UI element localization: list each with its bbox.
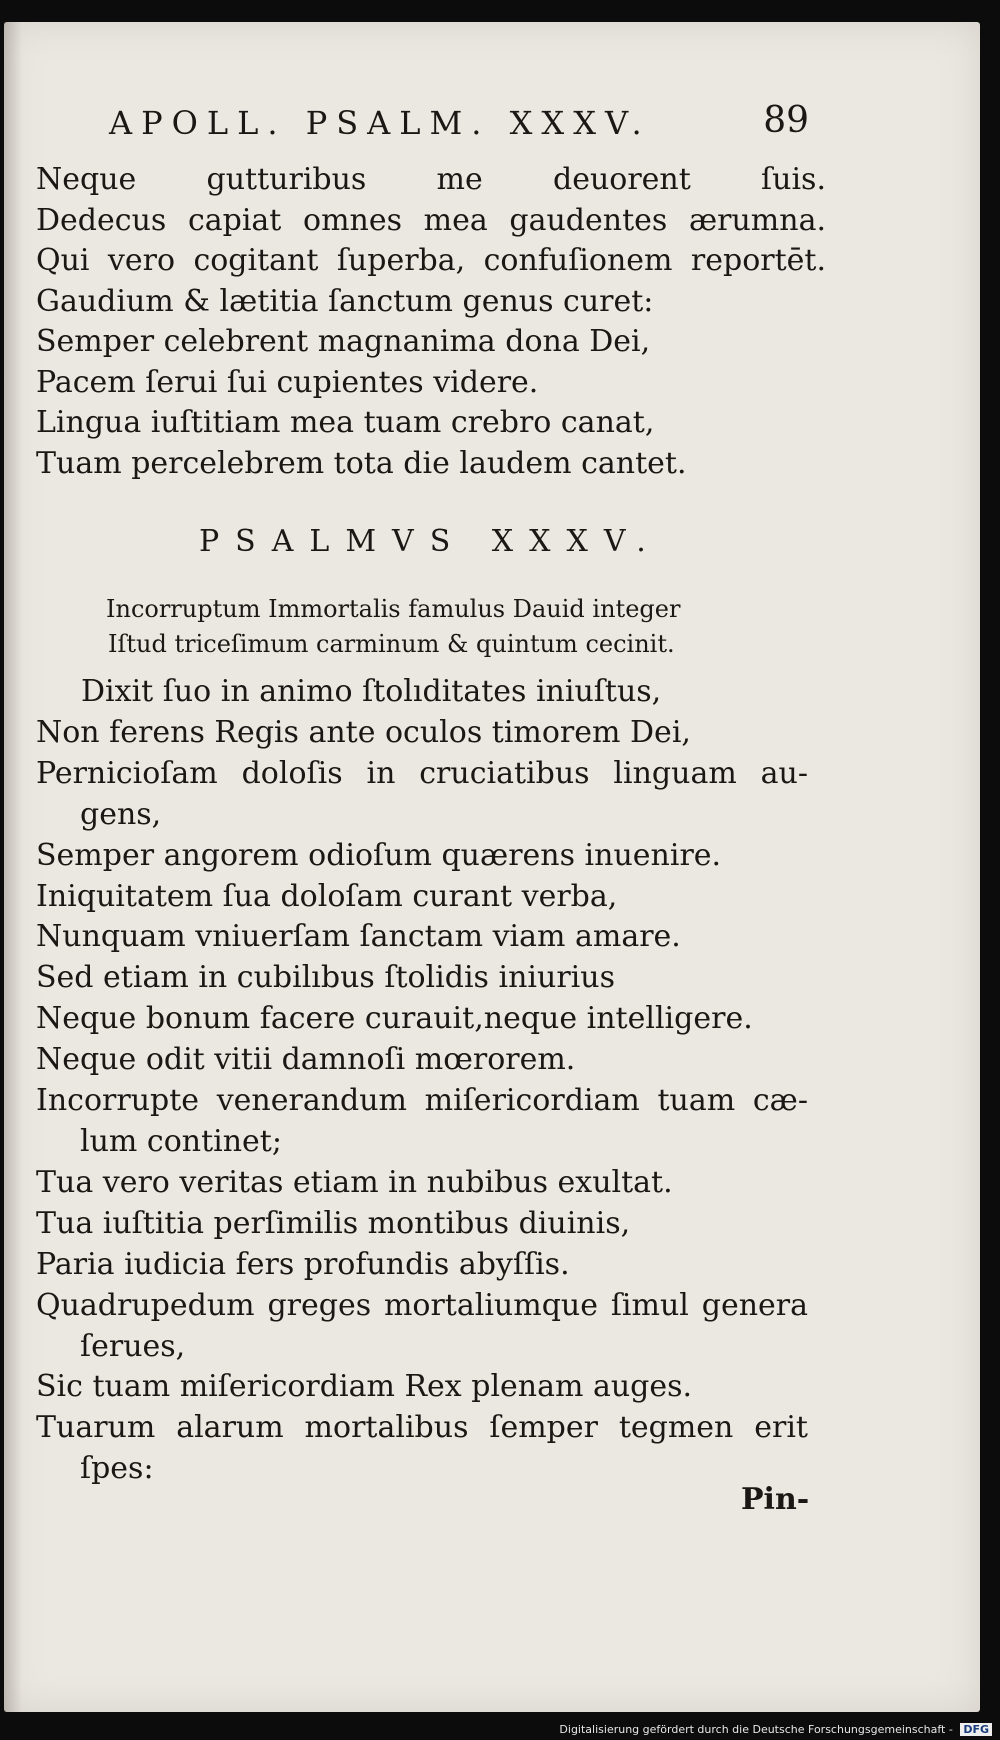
verse-line: Dixit ſuo in animo ſtolıditates iniuſtus, (81, 674, 662, 709)
page-number: 89 (763, 100, 809, 141)
verse-line: Lingua iuſtitiam mea tuam crebro canat, (36, 405, 655, 440)
psalm-title: PSALMVS XXXV. (199, 524, 662, 559)
verse-line: Pacem ſerui ſui cupientes videre. (36, 364, 539, 400)
verse-line: Semper celebrent magnanima dona Dei, (36, 324, 651, 359)
verse-line: Paria iudicia fers profundis abyſſis. (36, 1246, 570, 1282)
dfg-logo: DFG (960, 1723, 992, 1736)
verse-line: Sed etiam in cubilıbus ſtolidis iniurius (36, 960, 615, 996)
credit-text: Digitalisierung gefördert durch die Deutsche Forschungsgemeinschaft - (559, 1723, 953, 1736)
page-gutter-shadow (4, 22, 22, 1712)
verse-line: Sic tuam miſericordiam Rex plenam auges. (36, 1369, 693, 1405)
verse-line: Tua vero veritas etiam in nubibus exultat. (36, 1164, 673, 1200)
verse-line: Nunquam vniuerſam ſanctam viam amare. (36, 919, 681, 955)
psalm-body (36, 672, 808, 1490)
verse-line: Tuam percelebrem tota die laudem cantet. (36, 445, 687, 481)
verse-line-continuation: gens, (80, 796, 162, 832)
running-title: APOLL. PSALM. XXXV. (109, 104, 651, 142)
argument-line: Iſtud triceſimum carminum & quintum cecinit. (108, 630, 675, 658)
verse-line-continuation: lum continet; (80, 1123, 282, 1159)
verse-line: Qui vero cogitant ſuperba, confuſionem reportēt. (36, 243, 826, 278)
verse-line: Pernicioſam doloſis in cruciatibus linguam au- (36, 755, 808, 791)
verse-line: Dedecus capiat omnes mea gaudentes ærumna. (36, 202, 826, 238)
verse-line: Quadrupedum greges mortaliumque ſimul genera (36, 1287, 808, 1323)
verse-line: Iniquitatem ſua doloſam curant verba, (36, 878, 618, 914)
verse-line: Neque gutturibus me deuorent ſuis. (36, 162, 826, 197)
verse-line: Semper angorem odioſum quærens inuenire. (36, 837, 722, 873)
top-verse-block (36, 160, 826, 484)
argument-line: Incorruptum Immortalis famulus Dauid integer (106, 595, 681, 623)
verse-line: Gaudium & lætitia ſanctum genus curet: (36, 283, 654, 319)
verse-line-continuation: ſerues, (80, 1328, 186, 1364)
verse-line: Non ferens Regis ante oculos timorem Dei, (36, 714, 691, 750)
catchword: Pin- (741, 1482, 810, 1517)
verse-line: Tua iuſtitia perſimilis montibus diuinis, (36, 1205, 631, 1241)
verse-line: Neque bonum facere curauit,neque intelligere. (36, 1001, 753, 1037)
psalm-argument (106, 592, 766, 662)
verse-line: Neque odit vitii damnoſi mœrorem. (36, 1042, 576, 1078)
book-page (4, 22, 980, 1712)
verse-line: Tuarum alarum mortalibus ſemper tegmen erit (36, 1410, 808, 1446)
running-header (109, 92, 809, 142)
digitization-credit (559, 1723, 992, 1736)
verse-line-continuation: ſpes: (80, 1451, 154, 1487)
verse-line: Incorrupte venerandum miſericordiam tuam cæ- (36, 1083, 808, 1119)
